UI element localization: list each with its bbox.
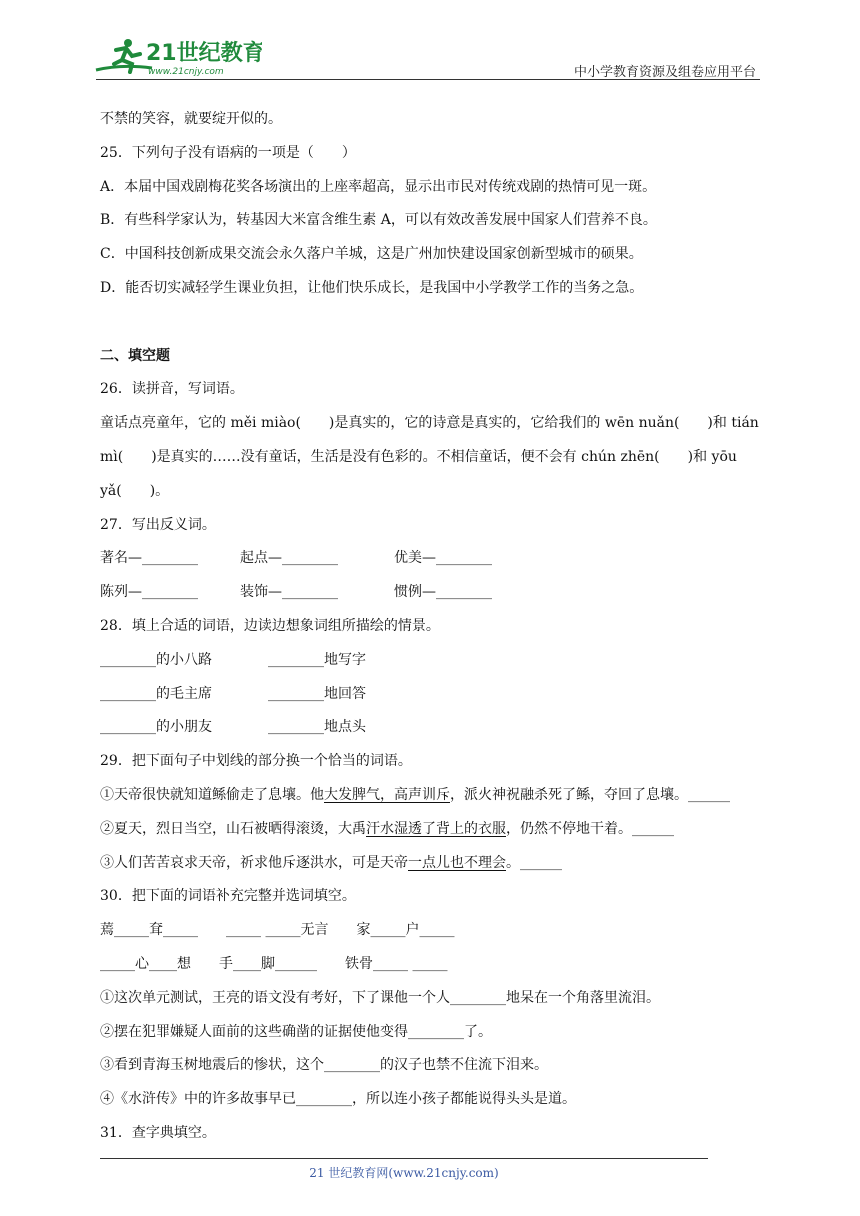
underlined-phrase: 一点儿也不理会 — [408, 854, 506, 871]
question-29-item — [100, 779, 764, 813]
footer-divider — [100, 1158, 708, 1159]
svg-text:www.21cnjy.com: www.21cnjy.com — [148, 67, 224, 77]
question-30-item: ②摆在犯罪嫌疑人面前的这些确凿的证据使他变得________了。 — [100, 1023, 492, 1040]
fill-row: ________的毛主席 ________地回答 — [100, 685, 366, 702]
question-30-item: ④《水浒传》中的许多故事早已________，所以连小孩子都能说得头头是道。 — [100, 1091, 576, 1108]
text-span: ，派火神祝融杀死了鲧，夺回了息壤。______ — [450, 786, 730, 803]
question-30-item: ③看到青海玉树地震后的惨状，这个________的汉子也禁不住流下泪来。 — [100, 1057, 548, 1074]
site-logo — [92, 34, 262, 80]
text-span: ③人们苦苦哀求天帝，祈求他斥逐洪水，可是天帝 — [100, 854, 408, 871]
text-span: ②夏天，烈日当空，山石被晒得滚烫，大禹 — [100, 820, 366, 837]
exam-content — [100, 103, 764, 1151]
option-c: C．中国科技创新成果交流会永久落户羊城，这是广州加快建设国家创新型城市的硕果。 — [100, 246, 643, 263]
fill-row: ________的小八路 ________地写字 — [100, 651, 366, 668]
text-span: 。______ — [506, 854, 562, 871]
question-29-item — [100, 847, 764, 881]
question-26-text: yǎ( )。 — [100, 482, 170, 499]
text-line: 不禁的笑容，就要绽开似的。 — [100, 111, 282, 127]
question-29-item — [100, 813, 764, 847]
question-30-item: ①这次单元测试，王亮的语文没有考好，下了课他一个人________地呆在一个角落里流泪。 — [100, 989, 660, 1006]
question-26-text: mì( )是真实的……没有童话，生活是没有色彩的。不相信童话，便不会有 chún zhēn( )和 yōu — [100, 448, 737, 465]
question-26: 26．读拼音，写词语。 — [100, 381, 244, 398]
text-span: ，仍然不停地干着。______ — [506, 820, 674, 837]
runner-logo-icon — [92, 34, 262, 80]
antonym-row: 陈列—________ 装饰—________ 惯例—________ — [100, 584, 492, 601]
idiom-row: _____心____想 手____脚______ 铁骨_____ _____ — [100, 955, 448, 972]
option-b: B．有些科学家认为，转基因大米富含维生素 A，可以有效改善发展中国家人们营养不良。 — [100, 212, 657, 229]
question-29: 29．把下面句子中划线的部分换一个恰当的词语。 — [100, 753, 412, 770]
svg-text:21世纪教育: 21世纪教育 — [146, 41, 262, 66]
footer-text: 21 世纪教育网(www.21cnjy.com) — [309, 1166, 499, 1180]
site-tagline: 中小学教育资源及组卷应用平台 — [573, 65, 756, 80]
idiom-row: 蔫_____耷_____ _____ _____无言 家_____户_____ — [100, 922, 455, 939]
text-span: ①天帝很快就知道鲧偷走了息壤。他 — [100, 786, 324, 803]
fill-row: ________的小朋友 ________地点头 — [100, 719, 366, 736]
question-26-text: 童话点亮童年，它的 měi miào( )是真实的，它的诗意是真实的，它给我们的 wēn nuǎn( )和 tián — [100, 415, 759, 432]
question-28: 28．填上合适的词语，边读边想象词组所描绘的情景。 — [100, 617, 440, 634]
header-divider — [96, 79, 760, 80]
underlined-phrase: 汗水湿透了背上的衣服 — [366, 820, 506, 837]
spacer — [100, 306, 764, 340]
underlined-phrase: 大发脾气，高声训斥 — [324, 786, 450, 803]
question-27: 27．写出反义词。 — [100, 516, 216, 533]
question-30: 30．把下面的词语补充完整并选词填空。 — [100, 888, 356, 905]
question-25: 25．下列句子没有语病的一项是（ ） — [100, 144, 356, 161]
option-d: D．能否切实减轻学生课业负担，让他们快乐成长，是我国中小学教学工作的当务之急。 — [100, 279, 644, 296]
section-heading: 二、填空题 — [100, 347, 170, 364]
question-31: 31．查字典填空。 — [100, 1124, 216, 1141]
antonym-row: 著名—________ 起点—________ 优美—________ — [100, 550, 492, 567]
option-a: A．本届中国戏剧梅花奖各场演出的上座率超高，显示出市民对传统戏剧的热情可见一斑。 — [100, 178, 657, 195]
